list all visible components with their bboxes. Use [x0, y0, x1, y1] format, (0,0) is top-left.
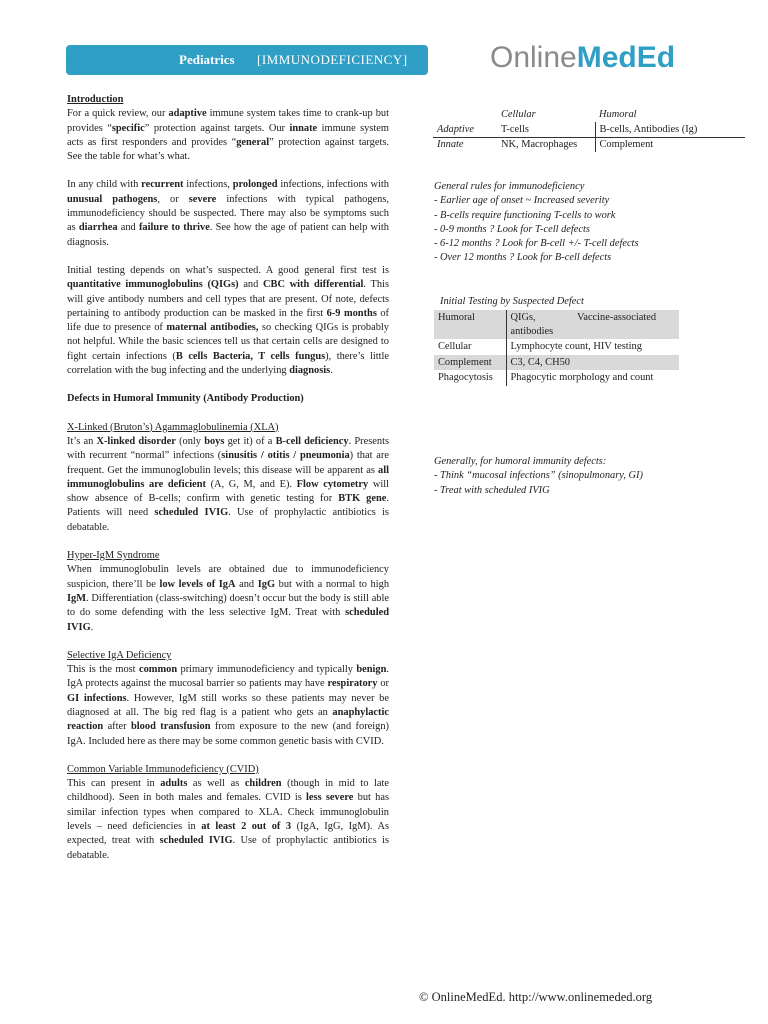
hyper-igm-body: When immunoglobulin levels are obtained due to immunodeficiency suspicion, there’ll be low levels of IgA and IgG but with a normal to high IgM. Differentiation (class-switching) doesn’t occur but the body is still able to do some defending with the less selective IgM. Treat with scheduled IVIG. — [67, 564, 390, 633]
list-item: - B-cells require functioning T-cells to work — [434, 209, 616, 221]
list-item: - Treat with scheduled IVIG — [434, 484, 550, 496]
table-row: Innate NK, Macrophages Complement — [433, 137, 745, 152]
cvid-heading: Common Variable Immunodeficiency (CVID) — [67, 763, 259, 775]
table-row: Adaptive T-cells B-cells, Antibodies (Ig) — [433, 122, 745, 137]
humoral-rules — [434, 455, 643, 498]
list-item: - 6-12 months ? Look for B-cell +/- T-cell defects — [434, 238, 639, 250]
intro-paragraph-2: In any child with recurrent infections, prolonged infections, infections with unusual pathogens, or severe infections with typical pathogens, immunodeficiency should be suspected. There may also be symptoms such as diarrhea and failure to thrive. See how the age of patient can help with diagnosis. — [67, 179, 390, 248]
cvid-section — [67, 763, 389, 863]
cvid-body: This can present in adults as well as children (though in mid to late childhood). Seen in both males and females. CVID is less severe but has similar infection types when compared to XLA. Check immunoglobulin levels – need deficiencies in at least 2 out of 3 (IgA, IgG, IgM). As expected, treat with scheduled IVIG. Use of prophylactic antibiotics is debatable. — [67, 778, 390, 861]
table-row: Humoral QIGs, Vaccine-associated antibodies — [434, 310, 679, 339]
col-header-humoral: Humoral — [599, 109, 637, 120]
onlinemeded-logo: OnlineMedEd — [490, 41, 676, 74]
col-header-cellular: Cellular — [501, 109, 536, 120]
header-subject: Pediatrics — [179, 52, 235, 67]
general-rules — [434, 180, 638, 266]
humoral-defects-title: Defects in Humoral Immunity (Antibody Production) — [67, 393, 304, 405]
footer-copyright: © OnlineMedEd. http://www.onlinemeded.org — [419, 990, 653, 1004]
xla-section — [67, 421, 389, 535]
left-column — [67, 93, 389, 877]
iga-deficiency-heading: Selective IgA Deficiency — [67, 649, 172, 661]
initial-testing-table — [434, 310, 679, 386]
hyper-igm-heading: Hyper-IgM Syndrome — [67, 550, 160, 562]
table-row: Phagocytosis Phagocytic morphology and count — [434, 370, 679, 386]
intro-paragraph-1: For a quick review, our adaptive immune system takes time to crank-up but provides “specific” protection against targets. Our innate immune system acts as first responders and provides “general” protection against targets. See the table for what’s what. — [67, 108, 390, 163]
hyper-igm-section — [67, 549, 389, 635]
list-item: - Over 12 months ? Look for B-cell defects — [434, 252, 612, 264]
humoral-rules-title: Generally, for humoral immunity defects: — [434, 456, 607, 467]
iga-deficiency-section — [67, 649, 389, 749]
table-row: Complement C3, C4, CH50 — [434, 355, 679, 371]
iga-deficiency-body: This is the most common primary immunodeficiency and typically benign. IgA protects against the mucosal barrier so patients may have respiratory or GI infections. However, IgM still works so these patients may never be diagnosed at all. The big red flag is a patient who gets an anaphylactic reaction after blood transfusion from exposure to the new (and foreign) IgA. Included here as there may be some common genetic basis with CVID. — [67, 664, 390, 747]
introduction-heading: Introduction — [67, 94, 124, 105]
immune-system-table — [433, 107, 745, 152]
intro-paragraph-3: Initial testing depends on what’s suspected. A good general first test is quantitative immunoglobulins (QIGs) and CBC with differential. This will give antibody numbers and cell types that are present. Of note, defects pertaining to antibody production can be masked in the first 6-9 months of life due to presence of maternal antibodies, so checking QIGs is probably not helpful. While the basic sciences tell us that certain cells are designed to fight certain infections (B cells Bacteria, T cells fungus), there’s little correlation with the bug infecting and the underlying diagnosis. — [67, 264, 389, 377]
general-rules-title: General rules for immunodeficiency — [434, 181, 585, 192]
list-item: - Earlier age of onset ~ Increased severity — [434, 195, 610, 207]
list-item: - 0-9 months ? Look for T-cell defects — [434, 223, 590, 235]
list-item: - Think “mucosal infections” (sinopulmonary, GI) — [434, 470, 643, 482]
xla-body: It’s an X-linked disorder (only boys get it) of a B-cell deficiency. Presents with recurrent “normal” infections (sinusitis / otitis / pneumonia) that are frequent. Get the immunoglobulin levels; this disease will be apparent as all immunoglobulins are deficient (A, G, M, and E). Flow cytometry will show absence of B-cells; confirm with genetic testing for BTK gene. Patients will need scheduled IVIG. Use of prophylactic antibiotics is debatable. — [67, 435, 390, 533]
testing-table-title: Initial Testing by Suspected Defect — [440, 296, 584, 307]
table-row: Cellular Lymphocyte count, HIV testing — [434, 339, 679, 355]
xla-heading: X-Linked (Bruton’s) Agammaglobulinemia (XLA) — [67, 421, 279, 433]
header-topic: [IMMUNODEFICIENCY] — [257, 52, 408, 67]
